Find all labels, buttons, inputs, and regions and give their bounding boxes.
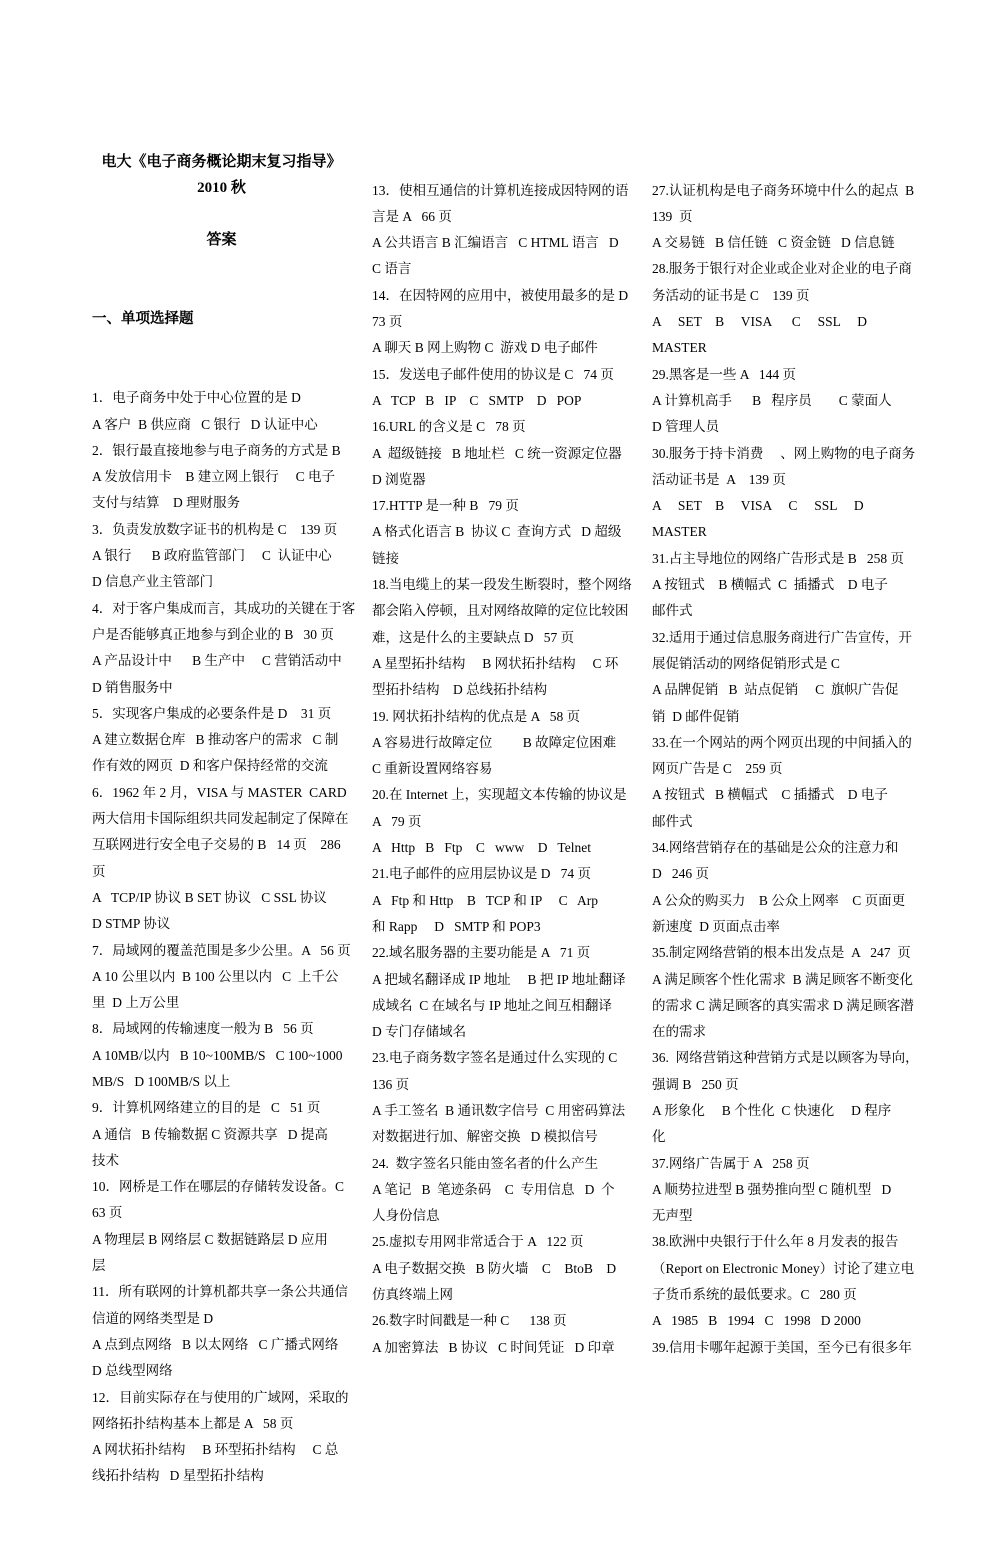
- text-line: 人身份信息: [372, 1208, 440, 1224]
- text-line: 销 D 邮件促销: [652, 708, 740, 724]
- text-line: 链接: [372, 550, 399, 566]
- text-line: A 公共语言 B 汇编语言 C HTML 语言 D: [372, 235, 619, 251]
- section-heading: 一、单项选择题: [92, 311, 194, 328]
- text-line: A 星型拓扑结构 B 网状拓扑结构 C 环: [372, 655, 619, 671]
- text-line: C 语言: [372, 261, 412, 277]
- text-line: A TCP B IP C SMTP D POP: [372, 392, 582, 408]
- text-line: 都会陷入停顿，且对网络故障的定位比较困: [372, 603, 629, 619]
- text-line: 15．发送电子邮件使用的协议是 C 74 页: [372, 366, 614, 382]
- text-line: 16.URL 的含义是 C 78 页: [372, 419, 526, 435]
- text-line: 邮件式: [652, 603, 693, 619]
- text-line: 7．局域网的覆盖范围是多少公里。A 56 页: [92, 942, 351, 958]
- text-line: 3．负责发放数字证书的机构是 C 139 页: [92, 521, 338, 537]
- text-line: A Http B Ftp C www D Telnet: [372, 840, 591, 856]
- text-line: 38.欧洲中央银行于什么年 8 月发表的报告: [652, 1234, 899, 1250]
- text-line: 14．在因特网的应用中，被使用最多的是 D: [372, 287, 629, 303]
- three-column-layout: [92, 96, 919, 1542]
- text-line: （Report on Electronic Money）讨论了建立电: [652, 1260, 915, 1276]
- text-line: 8．局域网的传输速度一般为 B 56 页: [92, 1021, 314, 1037]
- text-line: A SET B VISA C SSL D: [652, 498, 864, 514]
- text-line: MASTER: [652, 524, 707, 540]
- text-line: 的需求 C 满足顾客的真实需求 D 满足顾客潜: [652, 997, 914, 1013]
- text-line: A 容易进行故障定位 B 故障定位困难: [372, 734, 617, 750]
- column-1-body: [92, 385, 356, 1489]
- text-line: 务活动的证书是 C 139 页: [652, 287, 810, 303]
- text-line: 136 页: [372, 1076, 410, 1092]
- column-3-body: [652, 178, 919, 1361]
- text-line: 33.在一个网站的两个网页出现的中间插入的: [652, 734, 912, 750]
- text-line: 5．实现客户集成的必要条件是 D 31 页: [92, 705, 332, 721]
- text-line: A 点到点网络 B 以太网络 C 广播式网络: [92, 1336, 339, 1352]
- text-line: 信道的网络类型是 D: [92, 1310, 214, 1326]
- text-line: 无声型: [652, 1208, 693, 1224]
- text-line: 线拓扑结构 D 星型拓扑结构: [92, 1468, 264, 1484]
- text-line: 35.制定网络营销的根本出发点是 A 247 页: [652, 945, 911, 961]
- text-line: 26.数字时间戳是一种 C 138 页: [372, 1313, 567, 1329]
- text-line: 19. 网状拓扑结构的优点是 A 58 页: [372, 708, 581, 724]
- text-line: 29.黑客是一些 A 144 页: [652, 366, 797, 382]
- text-line: D STMP 协议: [92, 916, 171, 932]
- column-1: [92, 96, 356, 1542]
- text-line: 两大信用卡国际组织共同发起制定了保障在: [92, 811, 349, 827]
- text-line: A 物理层 B 网络层 C 数据链路层 D 应用: [92, 1231, 328, 1247]
- text-line: 2．银行最直接地参与电子商务的方式是 B: [92, 442, 341, 458]
- text-line: 展促销活动的网络促销形式是 C: [652, 655, 840, 671]
- text-line: D 浏览器: [372, 471, 426, 487]
- text-line: D 总线型网络: [92, 1363, 173, 1379]
- text-line: 73 页: [372, 314, 403, 330]
- text-line: 强调 B 250 页: [652, 1076, 739, 1092]
- text-line: A 手工签名 B 通讯数字信号 C 用密码算法: [372, 1102, 626, 1118]
- text-line: A 品牌促销 B 站点促销 C 旗帜广告促: [652, 682, 899, 698]
- text-line: 难，这是什么的主要缺点 D 57 页: [372, 629, 575, 645]
- text-line: 17.HTTP 是一种 B 79 页: [372, 498, 519, 514]
- text-line: D 管理人员: [652, 419, 720, 435]
- text-line: 邮件式: [652, 813, 693, 829]
- text-line: 和 Rapp D SMTP 和 POP3: [372, 918, 541, 934]
- text-line: A 满足顾客个性化需求 B 满足顾客不断变化: [652, 971, 914, 987]
- text-line: 32.适用于通过信息服务商进行广告宣传，开: [652, 629, 912, 645]
- text-line: A Ftp 和 Http B TCP 和 IP C Arp: [372, 892, 599, 908]
- text-line: 支付与结算 D 理财服务: [92, 495, 241, 511]
- text-line: D 信息产业主管部门: [92, 574, 214, 590]
- text-line: 化: [652, 1129, 666, 1145]
- text-line: 24. 数字签名只能由签名者的什么产生: [372, 1155, 599, 1171]
- text-line: 63 页: [92, 1205, 123, 1221]
- text-line: 作有效的网页 D 和客户保持经常的交流: [92, 758, 328, 774]
- text-line: 30.服务于持卡消费 、网上购物的电子商务: [652, 445, 916, 461]
- text-line: 21.电子邮件的应用层协议是 D 74 页: [372, 866, 591, 882]
- text-line: 34.网络营销存在的基础是公众的注意力和: [652, 840, 899, 856]
- text-line: 37.网络广告属于 A 258 页: [652, 1155, 810, 1171]
- text-line: 活动证书是 A 139 页: [652, 471, 786, 487]
- text-line: A 客户 B 供应商 C 银行 D 认证中心: [92, 416, 318, 432]
- text-line: 言是 A 66 页: [372, 208, 452, 224]
- text-line: A 格式化语言 B 协议 C 查询方式 D 超级: [372, 524, 622, 540]
- text-line: A 按钮式 B 横幅式 C 插播式 D 电子: [652, 787, 888, 803]
- text-line: A 产品设计中 B 生产中 C 营销活动中: [92, 653, 342, 669]
- text-line: A 通信 B 传输数据 C 资源共享 D 提高: [92, 1126, 328, 1142]
- text-line: 成域名 C 在域名与 IP 地址之间互相翻译: [372, 997, 612, 1013]
- text-line: 12．目前实际存在与使用的广域网，采取的: [92, 1389, 349, 1405]
- text-line: A 形象化 B 个性化 C 快速化 D 程序: [652, 1102, 892, 1118]
- text-line: 户是否能够真正地参与到企业的 B 30 页: [92, 626, 334, 642]
- text-line: 31.占主导地位的网络广告形式是 B 258 页: [652, 550, 905, 566]
- text-line: 层: [92, 1258, 106, 1274]
- text-line: 10．网桥是工作在哪层的存储转发设备。C: [92, 1179, 345, 1195]
- text-line: 23.电子商务数字签名是通过什么实现的 C: [372, 1050, 618, 1066]
- text-line: 13．使相互通信的计算机连接成因特网的语: [372, 182, 629, 198]
- document-title-line2: 答案: [206, 232, 237, 249]
- text-line: 型拓扑结构 D 总线拓扑结构: [372, 682, 548, 698]
- text-line: A 把域名翻译成 IP 地址 B 把 IP 地址翻译: [372, 971, 626, 987]
- text-line: D 专门存储域名: [372, 1024, 467, 1040]
- text-line: 27.认证机构是电子商务环境中什么的起点 B: [652, 182, 915, 198]
- text-line: C 重新设置网络容易: [372, 761, 493, 777]
- text-line: A 笔记 B 笔迹条码 C 专用信息 D 个: [372, 1181, 615, 1197]
- text-line: 18.当电缆上的某一段发生断裂时，整个网络: [372, 577, 632, 593]
- text-line: A 顺势拉进型 B 强势推向型 C 随机型 D: [652, 1181, 892, 1197]
- text-line: 20.在 Internet 上，实现超文本传输的协议是: [372, 787, 627, 803]
- text-line: A 网状拓扑结构 B 环型拓扑结构 C 总: [92, 1442, 339, 1458]
- text-line: MB/S D 100MB/S 以上: [92, 1073, 231, 1089]
- text-line: A 公众的购买力 B 公众上网率 C 页面更: [652, 892, 906, 908]
- text-line: 39.信用卡哪年起源于美国，至今已有很多年: [652, 1339, 912, 1355]
- text-line: 11．所有联网的计算机都共享一条公共通信: [92, 1284, 348, 1300]
- text-line: 网页广告是 C 259 页: [652, 761, 783, 777]
- text-line: A 超级链接 B 地址栏 C 统一资源定位器: [372, 445, 622, 461]
- text-line: A 电子数据交换 B 防火墙 C BtoB D: [372, 1260, 617, 1276]
- text-line: 9．计算机网络建立的目的是 C 51 页: [92, 1100, 321, 1116]
- document-title-line1: 电大《电子商务概论期末复习指导》2010 秋: [101, 153, 342, 196]
- text-line: A 按钮式 B 横幅式 C 插播式 D 电子: [652, 577, 888, 593]
- column-3: [652, 96, 919, 1542]
- text-line: A 交易链 B 信任链 C 资金链 D 信息链: [652, 235, 895, 251]
- text-line: 页: [92, 863, 106, 879]
- text-line: 子货币系统的最低要求。C 280 页: [652, 1287, 857, 1303]
- text-line: A 10 公里以内 B 100 公里以内 C 上千公: [92, 968, 339, 984]
- text-line: A 聊天 B 网上购物 C 游戏 D 电子邮件: [372, 340, 598, 356]
- text-line: 6．1962 年 2 月，VISA 与 MASTER CARD: [92, 784, 347, 800]
- text-line: A 发放信用卡 B 建立网上银行 C 电子: [92, 469, 336, 485]
- text-line: A 银行 B 政府监管部门 C 认证中心: [92, 548, 332, 564]
- text-line: 36. 网络营销这种营销方式是以顾客为导向，: [652, 1050, 919, 1066]
- text-line: 互联网进行安全电子交易的 B 14 页 286: [92, 837, 341, 853]
- text-line: A 79 页: [372, 813, 422, 829]
- text-line: 技术: [92, 1152, 119, 1168]
- text-line: 网络拓扑结构基本上都是 A 58 页: [92, 1415, 294, 1431]
- text-line: 里 D 上万公里: [92, 995, 180, 1011]
- text-line: 28.服务于银行对企业或企业对企业的电子商: [652, 261, 912, 277]
- text-line: 139 页: [652, 208, 693, 224]
- text-line: A 加密算法 B 协议 C 时间凭证 D 印章: [372, 1339, 615, 1355]
- text-line: 对数据进行加、解密交换 D 模拟信号: [372, 1129, 598, 1145]
- text-line: 22.域名服务器的主要功能是 A 71 页: [372, 945, 591, 961]
- text-line: A SET B VISA C SSL D: [652, 314, 868, 330]
- text-line: 4．对于客户集成而言，其成功的关键在于客: [92, 600, 356, 616]
- text-line: A 建立数据仓库 B 推动客户的需求 C 制: [92, 732, 339, 748]
- column-2: [372, 96, 631, 1542]
- text-line: 仿真终端上网: [372, 1287, 453, 1303]
- text-line: 25.虚拟专用网非常适合于 A 122 页: [372, 1234, 584, 1250]
- column-2-body: [372, 178, 631, 1361]
- text-line: A 1985 B 1994 C 1998 D 2000: [652, 1313, 861, 1329]
- text-line: A 计算机高手 B 程序员 C 蒙面人: [652, 392, 892, 408]
- text-line: 在的需求: [652, 1024, 706, 1040]
- text-line: 1．电子商务中处于中心位置的是 D: [92, 390, 301, 406]
- text-line: D 246 页: [652, 866, 709, 882]
- text-line: A TCP/IP 协议 B SET 协议 C SSL 协议: [92, 889, 327, 905]
- text-line: 新速度 D 页面点击率: [652, 918, 780, 934]
- text-line: MASTER: [652, 340, 707, 356]
- text-line: D 销售服务中: [92, 679, 173, 695]
- text-line: A 10MB/以内 B 10~100MB/S C 100~1000: [92, 1047, 343, 1063]
